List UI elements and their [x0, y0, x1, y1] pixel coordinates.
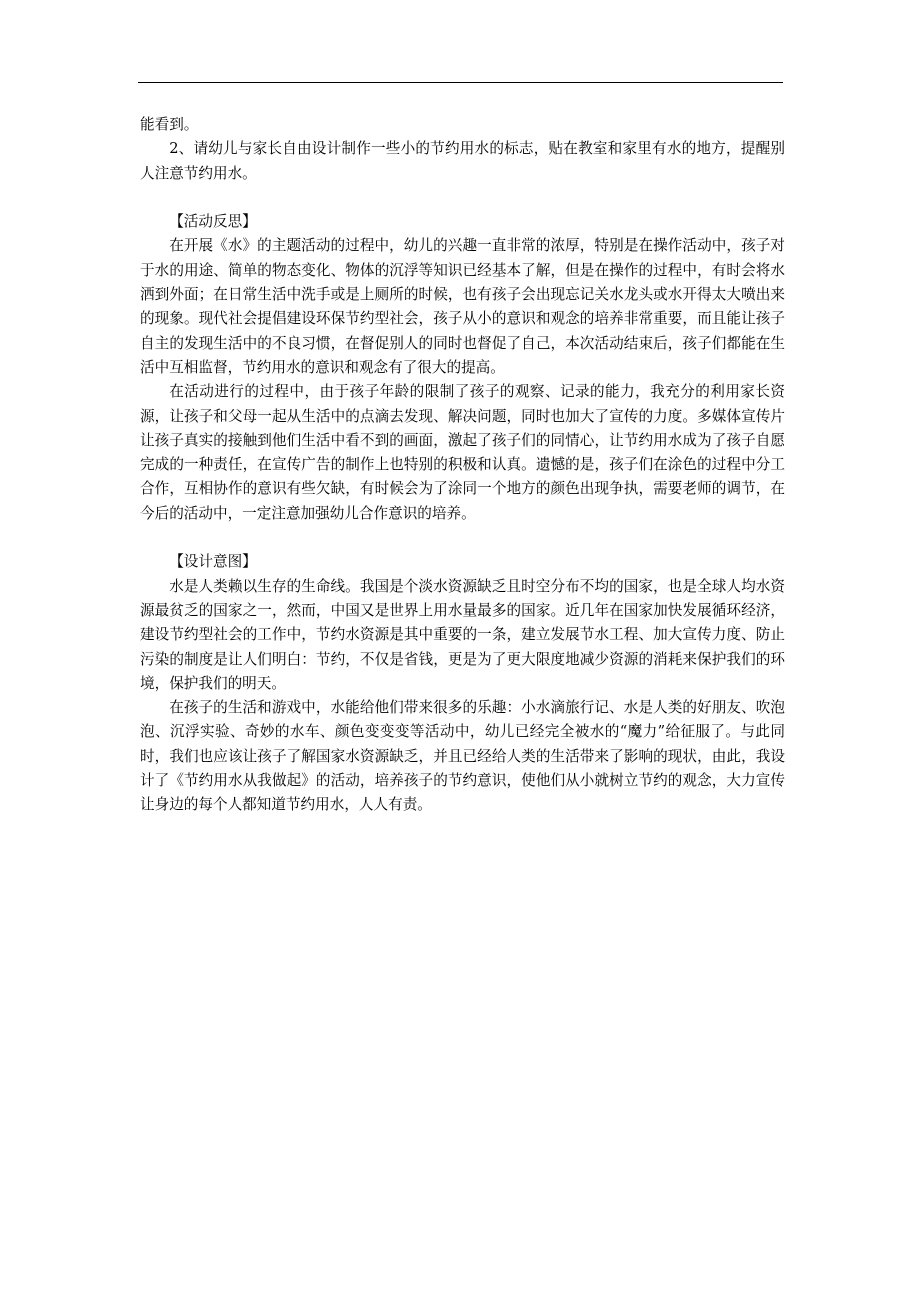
header-rule [138, 82, 783, 83]
continuation-text: 能看到。 [140, 116, 199, 133]
extension-item-2: 2、请幼儿与家长自由设计制作一些小的节约用水的标志，贴在教室和家里有水的地方，提醒别人注意节约用水。 [140, 140, 785, 182]
design-intent-heading: 【设计意图】 [169, 553, 257, 571]
paragraph-gap [140, 526, 785, 550]
reflection-paragraph-1: 在开展《水》的主题活动的过程中，幼儿的兴趣一直非常的浓厚，特别是在操作活动中，孩子对于水的用途、简单的物态变化、物体的沉浮等知识已经基本了解，但是在操作的过程中，有时会将水洒到外面；在日常生活中洗手或是上厕所的时候，也有孩子会出现忘记关水龙头或水开得太大喷出来的现象。现代社会提倡建设环保节约型社会，孩子从小的意识和观念的培养非常重要，而且能让孩子自主的发现生活中的不良习惯，在督促别人的同时也督促了自己，本次活动结束后，孩子们都能在生活中互相监督，节约用水的意识和观念有了很大的提高。 [140, 237, 785, 376]
design-intent-paragraph-2: 在孩子的生活和游戏中，水能给他们带来很多的乐趣：小水滴旅行记、水是人类的好朋友、吹泡泡、沉浮实验、奇妙的水车、颜色变变变等活动中，幼儿已经完全被水的“魔力”给征服了。与此同时，我们也应该让孩子了解国家水资源缺乏，并且已经给人类的生活带来了影响的现状，由此，我设计了《节约用水从我做起》的活动，培养孩子的节约意识，使他们从小就树立节约的观念，大力宣传让身边的每个人都知道节约用水，人人有责。 [140, 699, 785, 814]
reflection-heading: 【活动反思】 [169, 213, 257, 231]
document-body [140, 113, 785, 818]
paragraph-gap [140, 186, 785, 210]
reflection-paragraph-2: 在活动进行的过程中，由于孩子年龄的限制了孩子的观察、记录的能力，我充分的利用家长资源，让孩子和父母一起从生活中的点滴去发现、解决问题，同时也加大了宣传的力度。多媒体宣传片让孩子真实的接触到他们生活中看不到的画面，激起了孩子们的同情心，让节约用水成为了孩子自愿完成的一种责任，在宣传广告的制作上也特别的积极和认真。遗憾的是，孩子们在涂色的过程中分工合作，互相协作的意识有些欠缺，有时候会为了涂同一个地方的颜色出现争执，需要老师的调节，在今后的活动中，一定注意加强幼儿合作意识的培养。 [140, 383, 785, 522]
design-intent-paragraph-1: 水是人类赖以生存的生命线。我国是个淡水资源缺乏且时空分布不均的国家，也是全球人均水资源最贫乏的国家之一，然而，中国又是世界上用水量最多的国家。近几年在国家加快发展循环经济，建设节约型社会的工作中，节约水资源是其中重要的一条，建立发展节水工程、加大宣传力度、防止污染的制度是让人们明白：节约，不仅是省钱，更是为了更大限度地减少资源的消耗来保护我们的环境，保护我们的明天。 [140, 577, 785, 692]
